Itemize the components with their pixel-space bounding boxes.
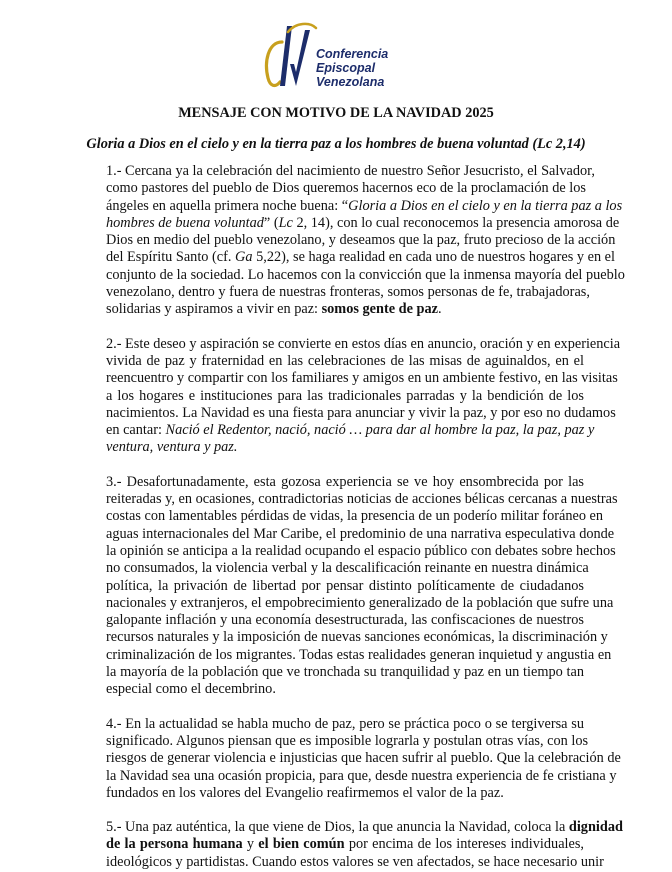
- paragraph-line: nacimientos. La Navidad es una fiesta para anunciar y vivir la paz, y por eso no dudamos: [106, 404, 616, 421]
- text-run: solidarias y aspiramos a vivir en paz:: [106, 301, 322, 318]
- paragraph-line: [106, 249, 615, 266]
- paragraph-line: nacionales y extranjeros, el empobrecimiento generalizado de la población que sufre una: [106, 594, 614, 611]
- paragraph-line: costas con lamentables pérdidas de vidas, la presencia de un poderío militar foráneo en: [106, 508, 604, 525]
- song-italic: ventura, ventura y paz.: [106, 439, 238, 456]
- paragraph-line: fundados en los valores del Evangelio reafirmemos el valor de la paz.: [106, 784, 504, 801]
- emphasis-bold: de la persona humana: [106, 836, 243, 853]
- text-run: 2, 14), con lo cual reconocemos la presencia amorosa de: [292, 214, 620, 231]
- document-body: [106, 163, 625, 871]
- paragraph-line: significado. Algunos piensan que es imposible lograrla y postulan otras vías, con los: [106, 732, 589, 749]
- paragraph-line: a los hogares e instituciones para las tradicionales parradas y la bendición de los: [106, 387, 584, 404]
- paragraph-line: aguas internacionales del Mar Caribe, el predominio de una narrativa especulativa donde: [106, 525, 615, 542]
- paragraph-line: [106, 836, 584, 853]
- paragraph-line: [106, 301, 584, 318]
- text-run: por encima de los intereses individuales,: [344, 836, 584, 853]
- paragraph-line: no consumados, la violencia verbal y la descalificación reinante en nuestra dinámica: [106, 560, 589, 577]
- logo-wordmark: [316, 47, 388, 89]
- paragraph-line: vivida de paz y fraternidad en las celebraciones de las misas de aguinaldos, en el: [106, 352, 584, 369]
- text-run: .: [437, 301, 442, 318]
- paragraph-2: [106, 335, 621, 457]
- logo-line-1: Conferencia: [316, 47, 389, 61]
- paragraph-3: [106, 473, 618, 699]
- paragraph-line: ideológicos y partidistas. Cuando estos valores se ven afectados, se hace necesario unir: [106, 853, 604, 870]
- paragraph-line: la Navidad sea una ocasión propicia, para que, desde nuestra experiencia de fe cristiana y: [106, 767, 617, 784]
- quote-italic: hombres de buena voluntad: [106, 214, 264, 231]
- paragraph-line: 2.- Este deseo y aspiración se convierte en estos días en anuncio, oración y en experiencia: [106, 335, 621, 352]
- cev-emblem-icon: [258, 20, 318, 98]
- paragraph-line: [106, 819, 623, 836]
- paragraph-line: 4.- En la actualidad se habla mucho de paz, pero se práctica poco o se tergiversa su: [106, 715, 584, 732]
- paragraph-line: [106, 422, 595, 439]
- paragraph-line: 1.- Cercana ya la celebración del nacimiento de nuestro Señor Jesucristo, el Salvador,: [106, 163, 595, 179]
- paragraph-line: conjunto de la sociedad. Lo hacemos con la convicción que la inmensa mayoría del pueblo: [106, 266, 625, 283]
- emphasis-bold: somos gente de paz: [321, 301, 438, 318]
- paragraph-line: Dios en medio del pueblo venezolano, y deseamos que la paz, fruto precioso de la acción: [106, 232, 616, 249]
- paragraph-line: política, la privación de libertad por pensar distinto políticamente de ciudadanos: [106, 577, 584, 594]
- paragraph-line: galopante inflación y una economía desestructurada, las confiscaciones de nuestros: [106, 612, 584, 629]
- text-run: ángeles en aquella primera noche buena: “: [106, 197, 349, 214]
- quote-italic: Gloria a Dios en el cielo y en la tierra paz a los: [348, 197, 623, 214]
- paragraph-5: [106, 819, 623, 871]
- logo-line-2: Episcopal: [316, 61, 376, 75]
- text-run: del Espíritu Santo (cf.: [106, 249, 236, 266]
- document-subtitle: Gloria a Dios en el cielo y en la tierra paz a los hombres de buena voluntad (Lc 2,14): [86, 136, 586, 152]
- text-run: y: [242, 836, 259, 853]
- logo-line-3: Venezolana: [316, 75, 385, 89]
- paragraph-line: venezolano, dentro y fuera de nuestras fronteras, somos personas de fe, trabajadoras,: [106, 284, 590, 301]
- paragraph-line: reiteradas y, en ocasiones, contradictorias noticias de acciones bélicas cercanas a nuestras: [106, 491, 618, 508]
- paragraph-line: [106, 439, 584, 456]
- song-italic: Nació el Redentor, nació, nació … para dar al hombre la paz, la paz, paz y: [165, 422, 595, 439]
- paragraph-line: criminalización de los migrantes. Todas estas realidades generan inquietud y angustia en: [106, 646, 612, 663]
- paragraph-1: [106, 163, 625, 319]
- paragraph-line: [106, 214, 620, 232]
- text-run: 5,22), se haga realidad en cada uno de nuestros hogares y en el: [252, 249, 615, 266]
- paragraph-line: [106, 197, 623, 215]
- paragraph-line: reencuentro y compartir con los familiares y amigos en un ambiente festivo, en las visitas: [106, 370, 618, 387]
- citation-italic: Ga: [235, 249, 253, 266]
- text-run: en cantar:: [106, 422, 166, 439]
- text-run: 5.- Una paz auténtica, la que viene de Dios, la que anuncia la Navidad, coloca la: [106, 819, 569, 836]
- paragraph-line: la opinión se anticipa a la realidad ocupando el espacio público con debates sobre hechos: [106, 542, 616, 559]
- citation-italic: Lc: [278, 214, 293, 231]
- cev-logo: [258, 20, 418, 98]
- paragraph-line: 3.- Desafortunadamente, esta gozosa experiencia se ve hoy ensombrecida por las: [106, 473, 584, 490]
- paragraph-line: riesgos de generar violencia e injusticias que hacen sufrir al pueblo. Que la celebración de: [106, 750, 621, 767]
- paragraph-line: como pastores del pueblo de Dios queremos hacernos eco de la proclamación de los: [106, 180, 586, 197]
- paragraph-line: la mayoría de la población que ve tronchada su tranquilidad y paz en un tiempo tan: [106, 664, 584, 681]
- paragraph-line: especial como el decembrino.: [106, 681, 276, 698]
- paragraph-line: recursos naturales y la imposición de nuevas sanciones económicas, la discriminación y: [106, 629, 608, 646]
- document-title: MENSAJE CON MOTIVO DE LA NAVIDAD 2025: [178, 105, 494, 121]
- paragraph-4: [106, 715, 621, 802]
- emphasis-bold: el bien común: [258, 836, 345, 853]
- emphasis-bold: dignidad: [568, 819, 623, 836]
- text-run: ” (: [263, 214, 279, 231]
